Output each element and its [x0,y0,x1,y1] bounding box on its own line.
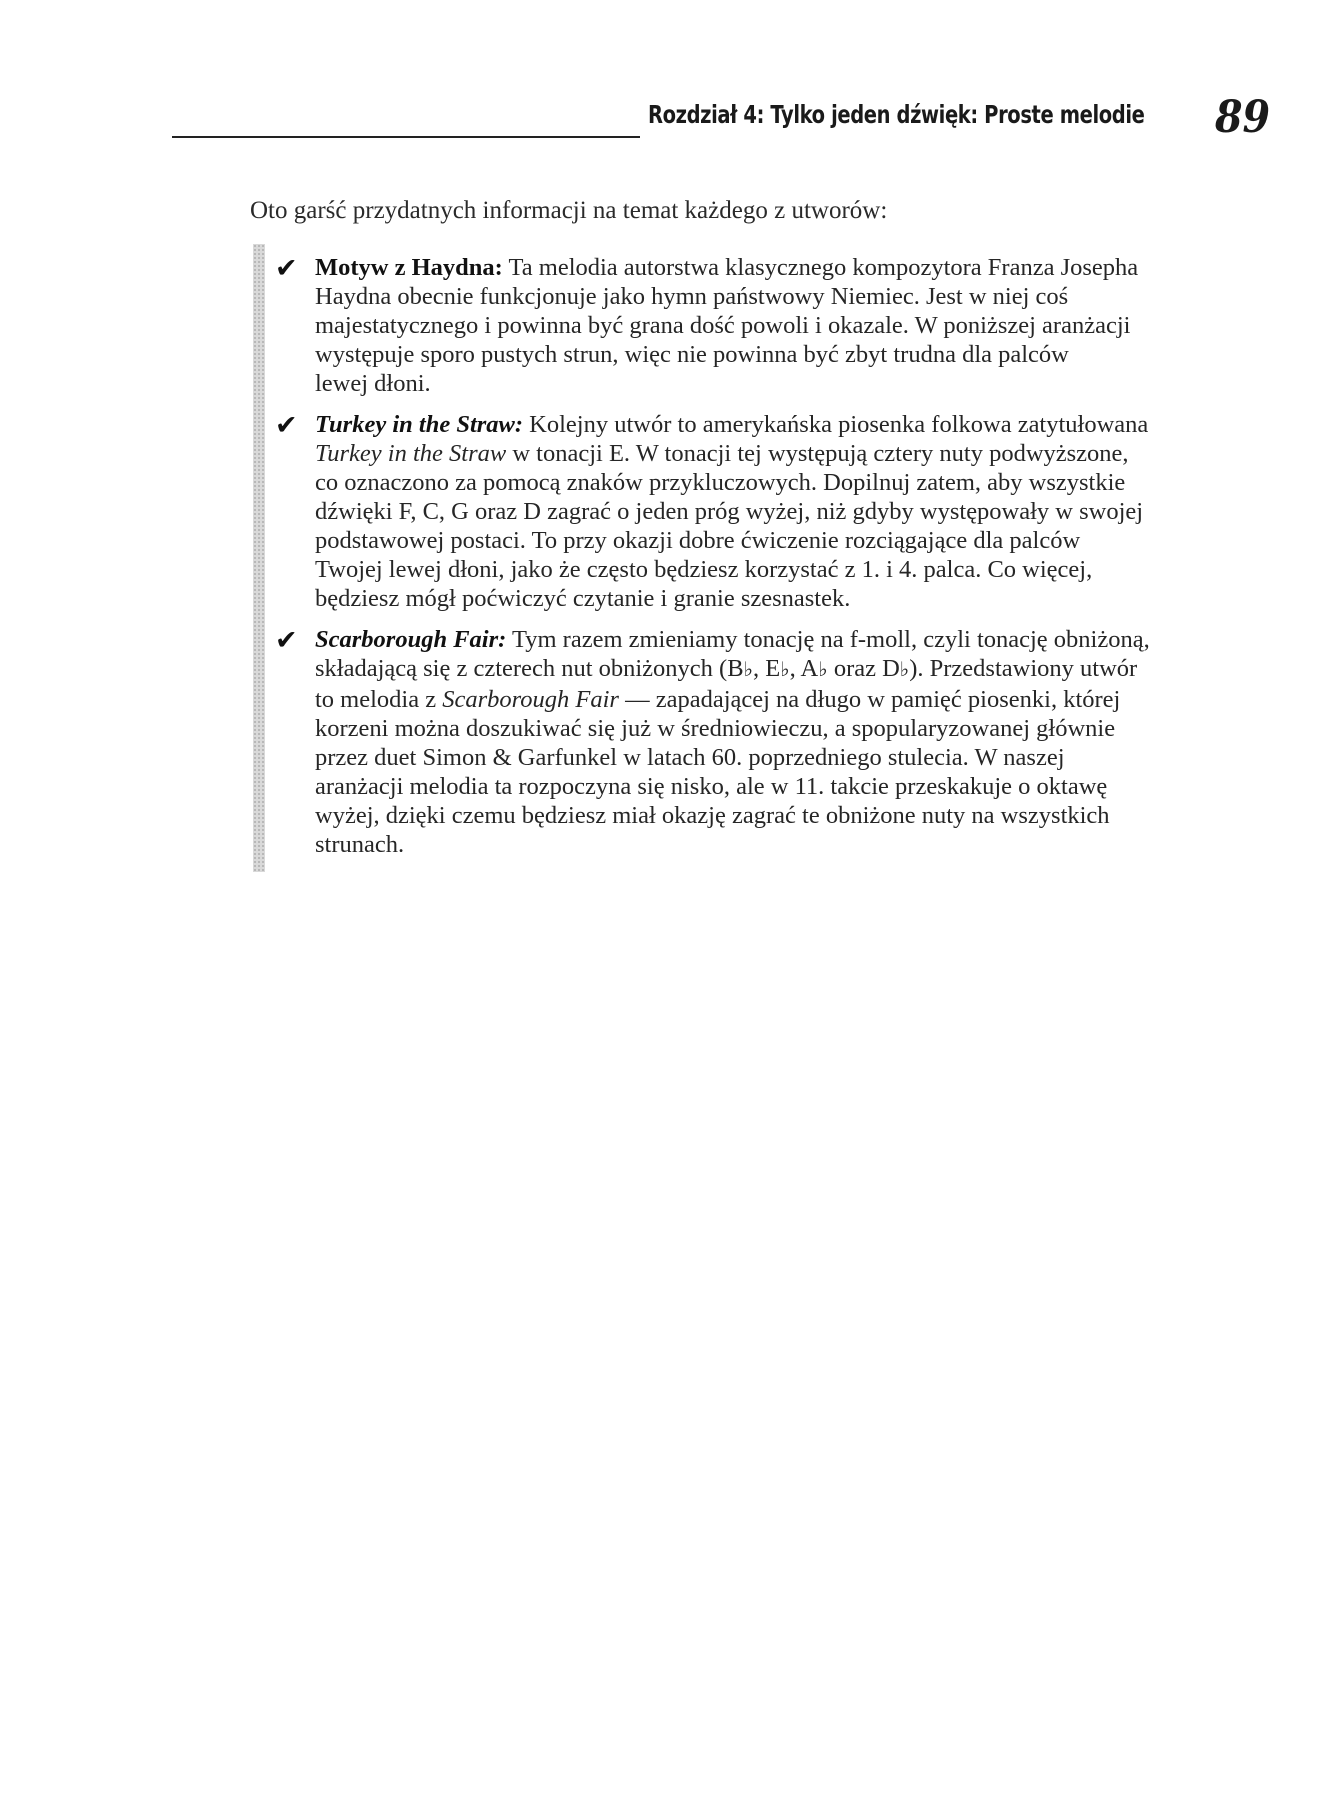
item-line: dźwięki F, C, G oraz D zagrać o jeden próg wyżej, niż gdyby występowały w swojej [315,498,1144,525]
item-text: składającą się z czterech nut obniżonych (B [315,655,744,682]
item-text: , E [753,655,781,682]
item-line: co oznaczono za pomocą znaków przykluczowych. Dopilnuj zatem, aby wszystkie [315,469,1126,496]
item-text: — zapadającej na długo w pamięć piosenki, której [618,686,1121,713]
item-text: , A [789,655,819,682]
item-line [315,625,1205,654]
item-line: lewej dłoni. [315,370,431,397]
check-mark-icon: ✔ [275,410,298,441]
flat-sign-icon: ♭ [818,659,828,681]
flat-sign-icon: ♭ [780,659,790,681]
flat-sign-icon: ♭ [899,659,910,681]
check-mark-icon: ✔ [275,625,298,656]
item-line [315,253,1205,282]
flat-sign-icon: ♭ [743,659,753,681]
intro-paragraph: Oto garść przydatnych informacji na temat każdego z utworów: [250,197,888,224]
bullet-list [275,253,1205,871]
list-item-turkey [275,410,1205,613]
item-line: przez duet Simon & Garfunkel w latach 60. poprzedniego stulecia. W naszej [315,744,1065,771]
item-line [315,439,1205,468]
song-title: Scarborough Fair [442,686,619,713]
list-item-haydn [275,253,1205,398]
item-title: Turkey in the Straw: [315,411,524,438]
item-text: Tym razem zmieniamy tonację na f-moll, czyli tonację obniżoną, [506,626,1150,653]
item-line: majestatycznego i powinna być grana dość powoli i okazale. W poniższej aranżacji [315,312,1131,339]
item-text: to melodia z [315,686,443,713]
item-line [315,654,1205,685]
list-item-scarborough [275,625,1205,859]
check-mark-icon: ✔ [275,253,298,284]
item-line: wyżej, dzięki czemu będziesz miał okazję zagrać te obniżone nuty na wszystkich [315,802,1110,829]
running-head: Rozdział 4: Tylko jeden dźwięk: Proste melodie [648,100,1145,129]
header-rule [172,136,640,138]
item-line: Haydna obecnie funkcjonuje jako hymn państwowy Niemiec. Jest w niej coś [315,283,1069,310]
item-title: Motyw z Haydna: [315,254,503,281]
item-title: Scarborough Fair: [315,626,507,653]
item-text: ). Przedstawiony utwór [909,655,1138,682]
item-line: występuje sporo pustych strun, więc nie powinna być zbyt trudna dla palców [315,341,1069,368]
item-text: Kolejny utwór to amerykańska piosenka folkowa zatytułowana [523,411,1149,438]
item-text: w tonacji E. W tonacji tej występują cztery nuty podwyższone, [506,440,1129,467]
item-line: korzeni można doszukiwać się już w średniowieczu, a spopularyzowanej głównie [315,715,1116,742]
item-text: oraz D [827,655,900,682]
item-line: będziesz mógł poćwiczyć czytanie i granie szesnastek. [315,585,851,612]
item-line: aranżacji melodia ta rozpoczyna się nisko, ale w 11. takcie przeskakuje o oktawę [315,773,1108,800]
page-number: 89 [1215,92,1271,143]
item-line [315,685,1205,714]
item-line: strunach. [315,831,405,858]
song-title: Turkey in the Straw [315,440,507,467]
item-line [315,410,1205,439]
item-text: Ta melodia autorstwa klasycznego kompozytora Franza Josepha [502,254,1139,281]
item-line: podstawowej postaci. To przy okazji dobre ćwiczenie rozciągające dla palców [315,527,1081,554]
item-line: Twojej lewej dłoni, jako że często będziesz korzystać z 1. i 4. palca. Co więcej, [315,556,1093,583]
list-sidebar-bar [253,244,265,872]
